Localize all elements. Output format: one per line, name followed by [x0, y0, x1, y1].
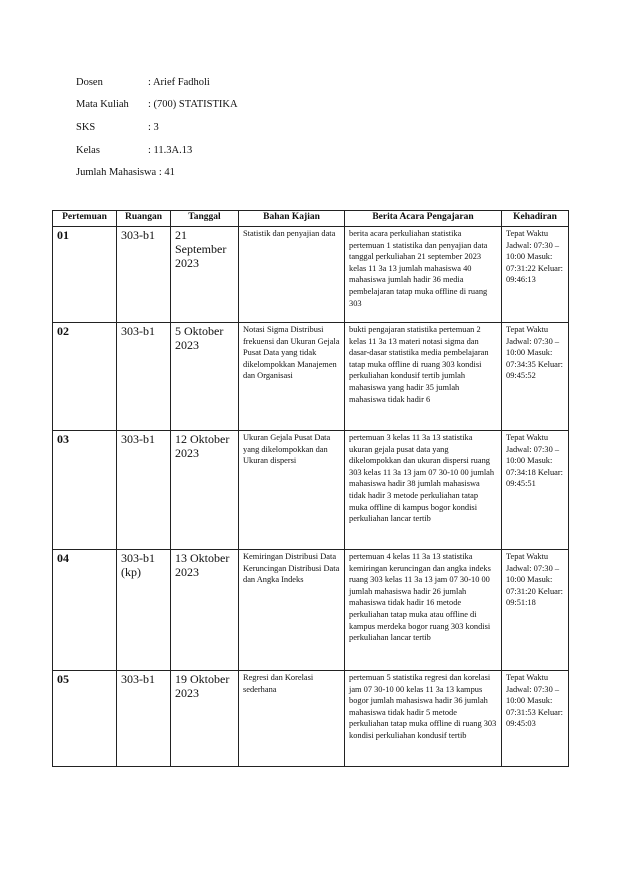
info-label: Mata Kuliah [76, 99, 129, 110]
cell-kehadiran: Tepat Waktu Jadwal: 07:30 – 10:00 Masuk: 07:34:18 Keluar: 09:45:51 [502, 431, 569, 550]
cell-ruangan: 303-b1 [117, 323, 171, 431]
cell-bahan-kajian: Statistik dan penyajian data [239, 227, 345, 323]
attendance-table [52, 210, 569, 767]
cell-berita-acara: bukti pengajaran statistika pertemuan 2 kelas 11 3a 13 materi notasi sigma dan dasar-dasar statistika media pembelajaran tatap muka offline di ruang 303 kondisi perkuliahan kondusif tertib jumlah mahasiswa yang hadir 35 jumlah mahasiswa tidak hadir 6 [345, 323, 502, 431]
cell-pertemuan: 03 [53, 431, 117, 550]
cell-tanggal: 13 Oktober 2023 [171, 550, 239, 671]
info-label: Kelas [76, 145, 100, 156]
cell-bahan-kajian: Ukuran Gejala Pusat Data yang dikelompokkan dan Ukuran dispersi [239, 431, 345, 550]
cell-tanggal: 12 Oktober 2023 [171, 431, 239, 550]
info-value: : (700) STATISTIKA [148, 99, 238, 110]
table-row [53, 431, 569, 550]
cell-berita-acara: pertemuan 4 kelas 11 3a 13 statistika kemiringan keruncingan dan angka indeks ruang 303 kelas 11 3a 13 jam 07 30-10 00 jumlah mahasiswa hadir 26 jumlah mahasiswa tidak hadir 16 metode perkuliahan tatap muka atau offline di kampus merdeka bogor ruang 303 kondisi perkuliahan lancar tertib [345, 550, 502, 671]
table-header-row [53, 211, 569, 227]
info-label: Jumlah Mahasiswa : 41 [76, 167, 175, 178]
table-row [53, 323, 569, 431]
cell-kehadiran: Tepat Waktu Jadwal: 07:30 – 10:00 Masuk: 07:31:53 Keluar: 09:45:03 [502, 671, 569, 767]
cell-ruangan: 303-b1 (kp) [117, 550, 171, 671]
cell-ruangan: 303-b1 [117, 431, 171, 550]
cell-ruangan: 303-b1 [117, 227, 171, 323]
header-bahan-kajian: Bahan Kajian [239, 211, 345, 227]
info-value: : Arief Fadholi [148, 77, 210, 88]
info-value: : 3 [148, 122, 159, 133]
cell-tanggal: 5 Oktober 2023 [171, 323, 239, 431]
table-row [53, 550, 569, 671]
header-ruangan: Ruangan [117, 211, 171, 227]
info-label: Dosen [76, 77, 103, 88]
cell-pertemuan: 05 [53, 671, 117, 767]
header-tanggal: Tanggal [171, 211, 239, 227]
cell-tanggal: 21 September 2023 [171, 227, 239, 323]
cell-pertemuan: 02 [53, 323, 117, 431]
cell-kehadiran: Tepat Waktu Jadwal: 07:30 – 10:00 Masuk: 07:31:20 Keluar: 09:51:18 [502, 550, 569, 671]
table-row [53, 671, 569, 767]
cell-berita-acara: pertemuan 5 statistika regresi dan korelasi jam 07 30-10 00 kelas 11 3a 13 kampus bogor jumlah mahasiswa hadir 36 jumlah mahasiswa tidak hadir 5 metode perkuliahan tatap muka offline di ruang 303 kondisi perkuliahan kondusif tertib [345, 671, 502, 767]
cell-bahan-kajian: Notasi Sigma Distribusi frekuensi dan Ukuran Gejala Pusat Data yang tidak dikelompokkan Manajemen dan Organisasi [239, 323, 345, 431]
cell-kehadiran: Tepat Waktu Jadwal: 07:30 – 10:00 Masuk: 07:34:35 Keluar: 09:45:52 [502, 323, 569, 431]
cell-bahan-kajian: Kemiringan Distribusi Data Keruncingan Distribusi Data dan Angka Indeks [239, 550, 345, 671]
cell-ruangan: 303-b1 [117, 671, 171, 767]
cell-tanggal: 19 Oktober 2023 [171, 671, 239, 767]
cell-berita-acara: pertemuan 3 kelas 11 3a 13 statistika ukuran gejala pusat data yang dikelompokkan dan ukuran dispersi ruang 303 kelas 11 3a 13 jam 07 30-10 00 jumlah mahasiswa hadir 38 jumlah mahasiswa tidak hadir 3 metode perkuliahan tatap muka offline di kampus bogor kondisi perkuliahan lancar tertib [345, 431, 502, 550]
header-kehadiran: Kehadiran [502, 211, 569, 227]
cell-pertemuan: 01 [53, 227, 117, 323]
table-row [53, 227, 569, 323]
header-pertemuan: Pertemuan [53, 211, 117, 227]
cell-pertemuan: 04 [53, 550, 117, 671]
info-value: : 11.3A.13 [148, 145, 193, 156]
header-berita-acara: Berita Acara Pengajaran [345, 211, 502, 227]
cell-bahan-kajian: Regresi dan Korelasi sederhana [239, 671, 345, 767]
cell-berita-acara: berita acara perkuliahan statistika pertemuan 1 statistika dan penyajian data tanggal perkuliahan 21 september 2023 kelas 11 3a 13 jumlah mahasiswa 40 mahasiswa jumlah hadir 36 media pembelajaran tatap muka offline di ruang 303 [345, 227, 502, 323]
info-label: SKS [76, 122, 96, 133]
cell-kehadiran: Tepat Waktu Jadwal: 07:30 – 10:00 Masuk: 07:31:22 Keluar: 09:46:13 [502, 227, 569, 323]
